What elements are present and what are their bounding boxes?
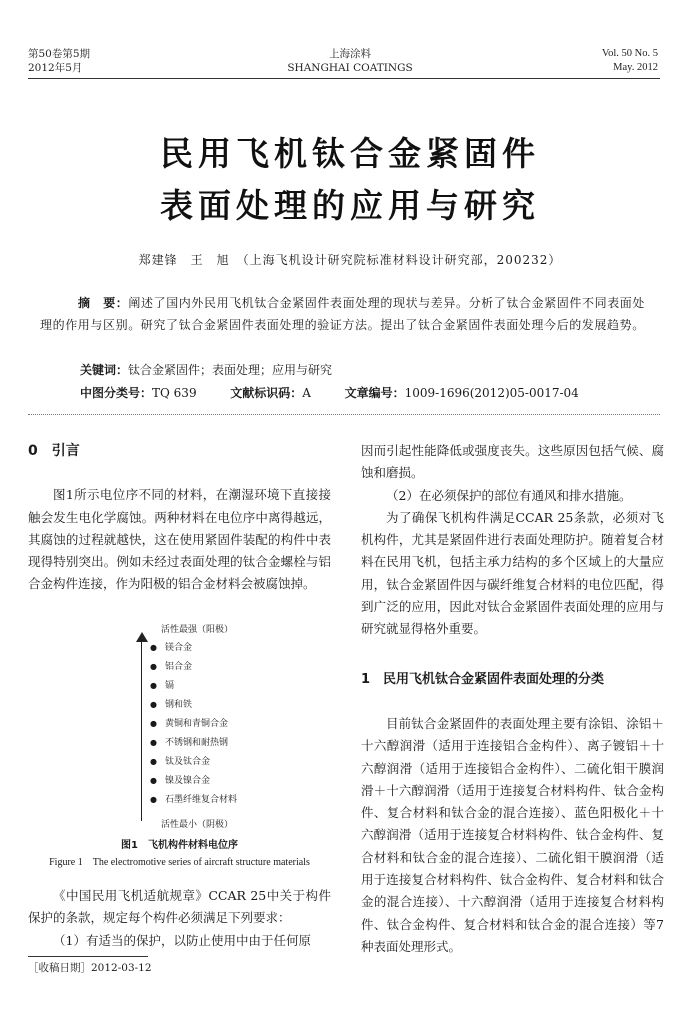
abstract-label: 摘 要：: [78, 296, 129, 310]
requirement-2: （2）在必须保护的部位有通风和排水措施。: [386, 487, 632, 503]
section-1-heading: 1 民用飞机钛合金紧固件表面处理的分类: [361, 671, 605, 687]
cls-label: 中图分类号：: [80, 386, 153, 400]
intro-paragraph-3: （1）有适当的保护，以防止使用中由于任何原: [53, 932, 311, 948]
material-item: ● 黄铜和青铜合金: [150, 714, 237, 733]
ccar-paragraph: 为了确保飞机构件满足CCAR 25条款，必须对飞机构件，尤其是紧固件进行表面处理防护。随着复合材料在民用飞机，包括主承力结构的多个区域上的大量应用，钛合金紧固件因与碳纤维复合材料的电位匹配，得到广泛的应用，因此对钛合金紧固件表面处理的应用与研究就显得格外重要。: [361, 509, 664, 637]
doc-code-value: A: [302, 386, 311, 400]
keywords-label: 关键词：: [80, 363, 129, 377]
arrow-up-icon: [136, 632, 148, 642]
continued-paragraph: 因而引起性能降低或强度丧失。这些原因包括气候、腐蚀和磨损。: [361, 443, 664, 481]
arrow-shaft: [141, 638, 142, 821]
journal-name-en: SHANGHAI COATINGS: [287, 62, 413, 74]
header-journal: [0, 47, 700, 75]
header-divider: [28, 78, 660, 79]
material-item: ● 镁合金: [150, 638, 237, 657]
figure-1: [28, 622, 331, 862]
section-0-heading: 0 引言: [28, 443, 80, 459]
material-item: ● 镉: [150, 676, 237, 695]
intro-paragraph-1: 图1所示电位序不同的材料，在潮湿环境下直接接触会发生电化学腐蚀。两种材料在电位序中离得越远，其腐蚀的过程就越快，这在使用紧固件装配的构件中表现得特别突出。例如未经过表面处理的钛合金螺栓与铝合金构件连接，作为阳极的铝合金材料会被腐蚀掉。: [28, 487, 331, 592]
left-column-bottom: [28, 885, 331, 952]
material-item: ● 不锈钢和耐热钢: [150, 733, 237, 752]
header-volume: 第50卷第5期: [28, 48, 91, 60]
figure-bottom-label: 活性最小（阴极）: [161, 820, 234, 830]
material-item: ● 钢和铁: [150, 695, 237, 714]
figure-top-label: 活性最强（阳极）: [161, 625, 234, 635]
header-issue-en: [602, 47, 658, 75]
classification-row: [80, 382, 579, 404]
header-date-en: May. 2012: [613, 62, 658, 73]
figure-caption-en: Figure 1 The electromotive series of aircraft structure materials: [49, 857, 310, 868]
footnote-divider: [28, 956, 148, 957]
left-column-top: [28, 440, 331, 596]
article-no-label: 文章编号：: [344, 386, 405, 400]
article-no-value: 1009-1696(2012)05-0017-04: [404, 386, 579, 400]
material-item: ● 石墨纤维复合材料: [150, 790, 237, 809]
received-date: ［收稿日期］2012-03-12: [28, 962, 152, 974]
header-date-cn: 2012年5月: [28, 62, 83, 74]
material-item: ● 铝合金: [150, 657, 237, 676]
material-item: ● 镍及镍合金: [150, 771, 237, 790]
right-column: [361, 440, 664, 958]
article-title-line1: 民用飞机钛合金紧固件: [160, 134, 540, 173]
classification-paragraph: 目前钛合金紧固件的表面处理主要有涂铝、涂铝＋十六醇润滑（适用于连接铝合金构件）、离子镀铝＋十六醇润滑（适用于连接铝合金构件）、二硫化钼干膜润滑＋十六醇润滑（适用于连接复合材料构件、钛合金构件、复合材料和钛合金的混合连接）、蓝色阳极化＋十六醇润滑（适用于连接复合材料构件、钛合金构件、复合材料和钛合金的混合连接）、二硫化钼干膜润滑（适用于连接复合材料构件、钛合金构件、复合材料和钛合金的混合连接）、十六醇润滑（适用于连接复合材料构件、钛合金构件、复合材料和钛合金的混合连接）等7种表面处理形式。: [361, 715, 664, 954]
journal-name-cn: 上海涂料: [329, 48, 371, 60]
keywords-text: 钛合金紧固件；表面处理；应用与研究: [128, 363, 333, 377]
material-item: ● 钛及钛合金: [150, 752, 237, 771]
authors: 郑建锋 王 旭 （上海飞机设计研究院标准材料设计研究部，200232）: [138, 253, 562, 267]
abstract: [40, 292, 650, 336]
cls-value: TQ 639: [152, 386, 197, 400]
abstract-divider: [28, 414, 660, 415]
material-list: [150, 638, 237, 809]
article-title-line2: 表面处理的应用与研究: [160, 186, 540, 225]
header-volume-en: Vol. 50 No. 5: [601, 48, 658, 59]
keywords: [80, 359, 332, 381]
abstract-text: 阐述了国内外民用飞机钛合金紧固件表面处理的现状与差异。分析了钛合金紧固件不同表面处理的作用与区别。研究了钛合金紧固件表面处理的验证方法。提出了钛合金紧固件表面处理今后的发展趋势。: [40, 296, 646, 332]
intro-paragraph-2: 《中国民用飞机适航规章》CCAR 25中关于构件保护的条款，规定每个构件必须满足下列要求：: [28, 888, 331, 926]
figure-caption-cn: 图1 飞机构件材料电位序: [121, 840, 238, 851]
doc-code-label: 文献标识码：: [230, 386, 303, 400]
